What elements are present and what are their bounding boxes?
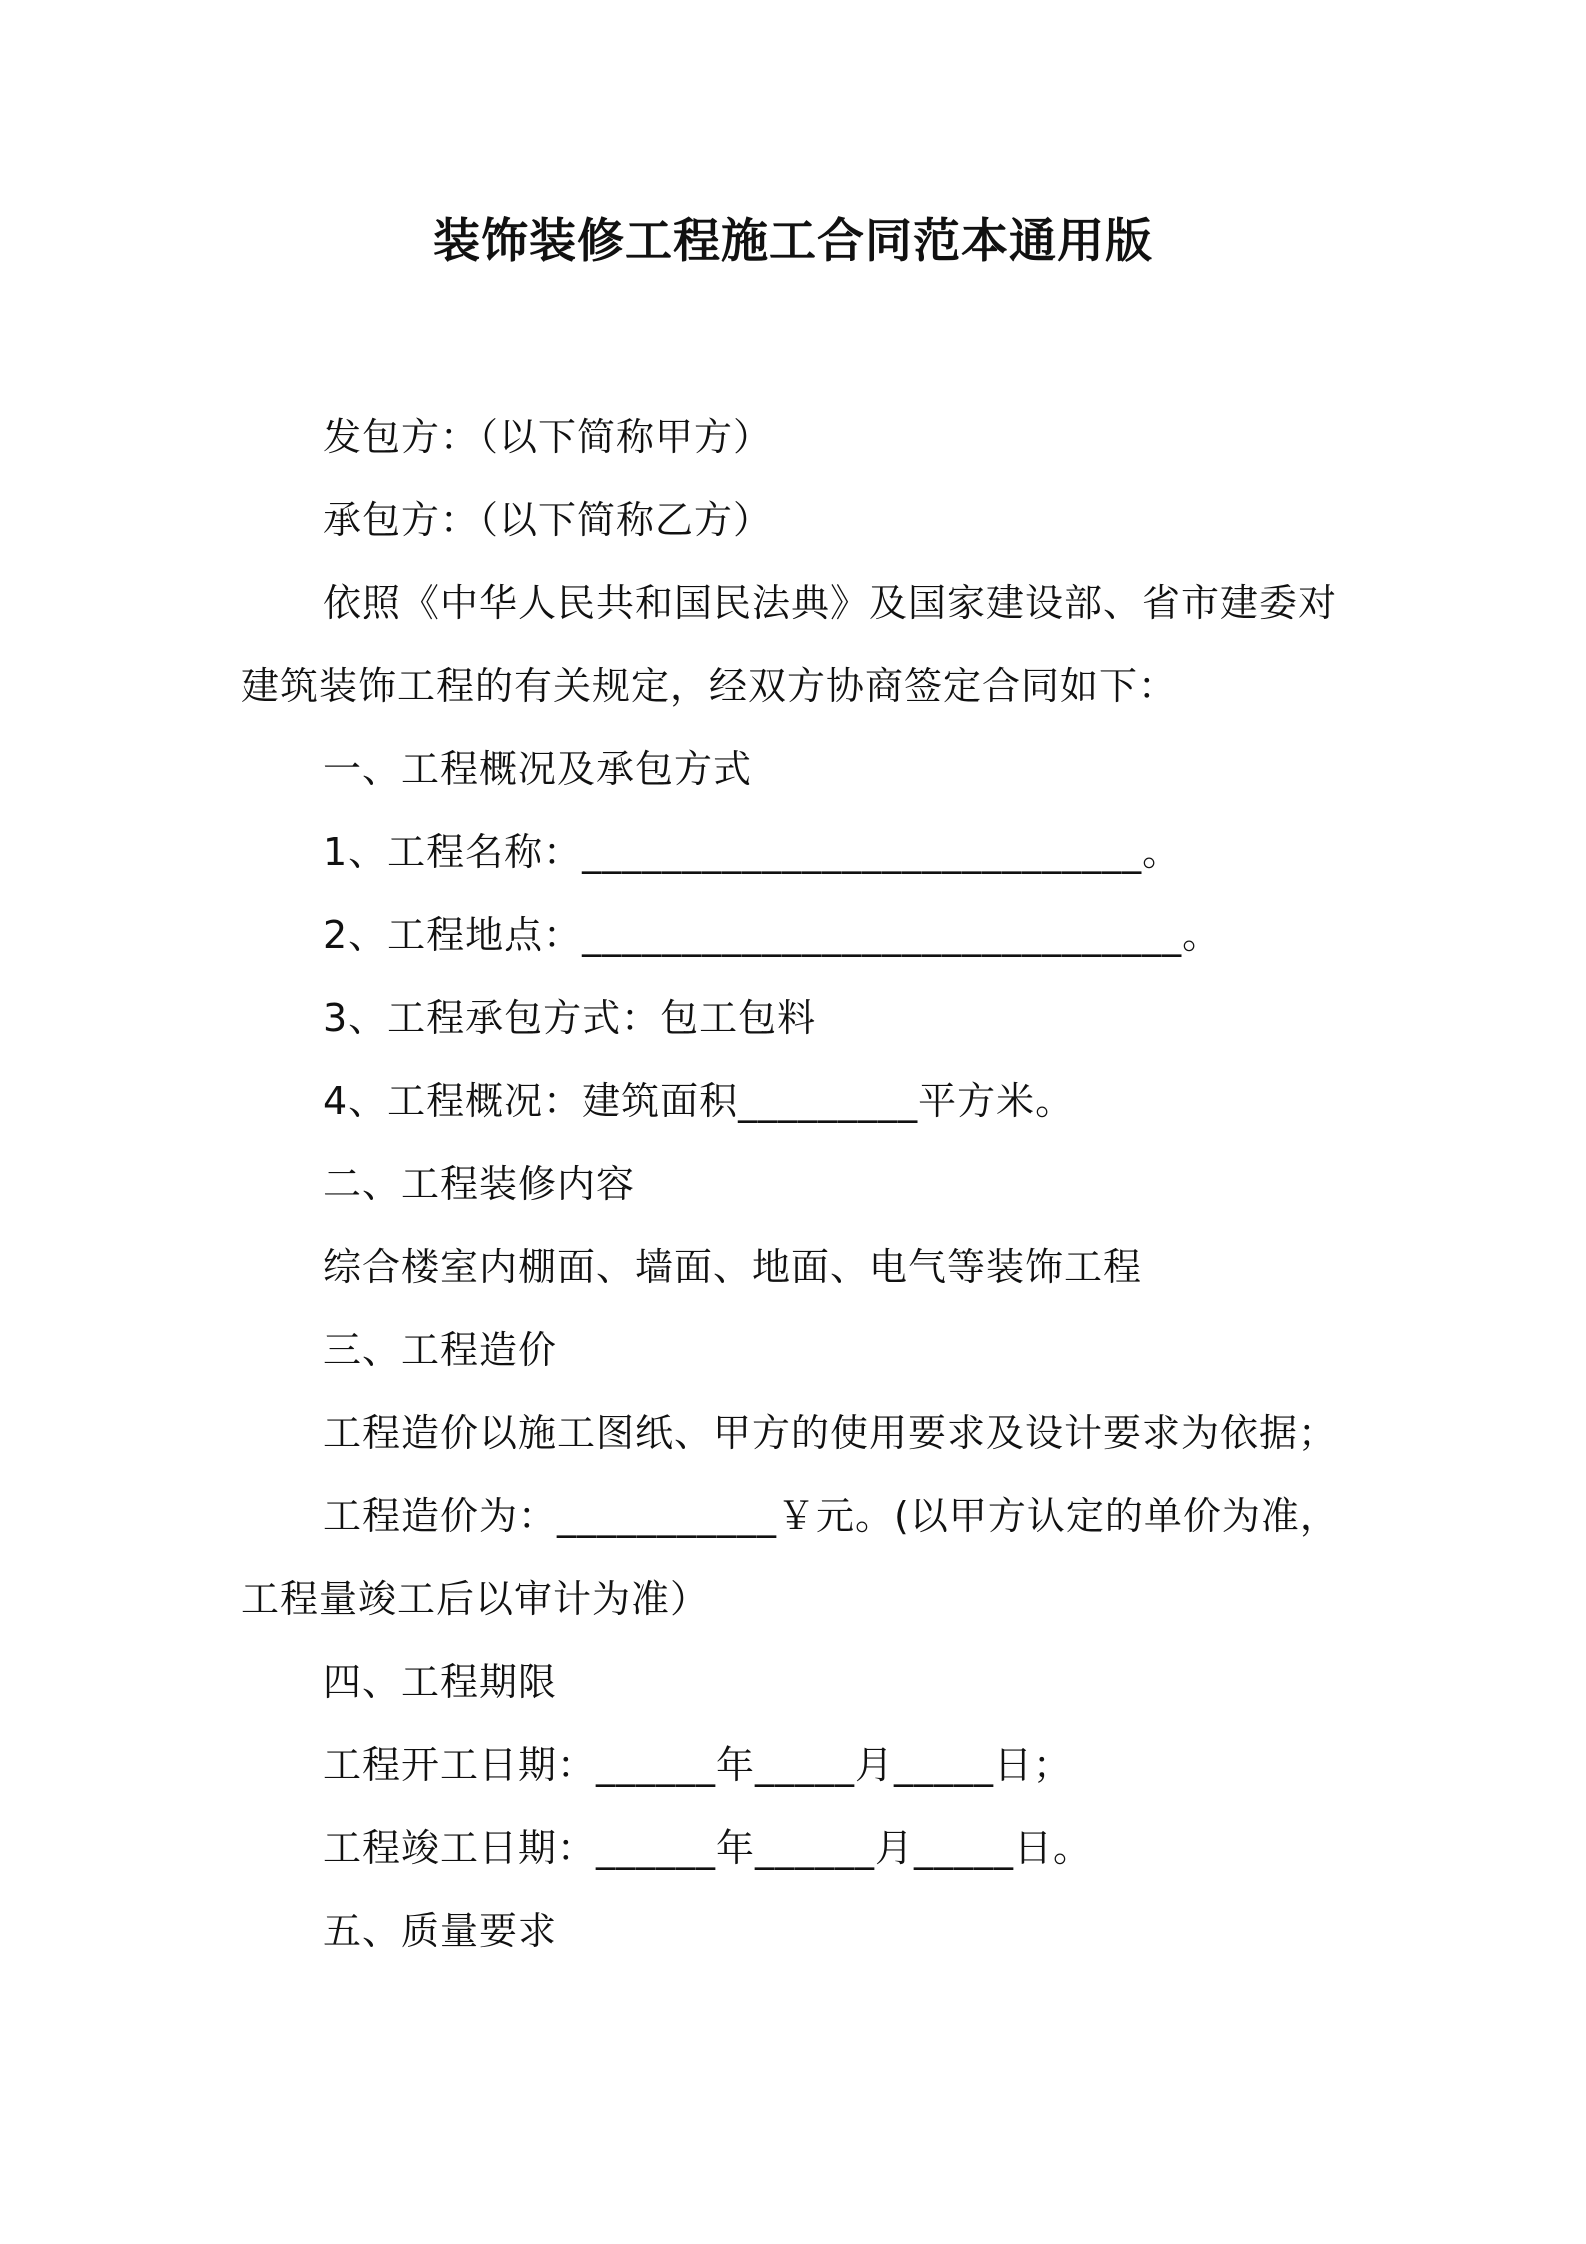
- section-heading-3: 三、工程造价: [323, 1328, 558, 1372]
- project-location-line: 2、工程地点：______________________________。: [323, 913, 1222, 957]
- section-heading-1: 一、工程概况及承包方式: [323, 747, 753, 791]
- cost-amount-line-1: 工程造价为：___________￥元。(以甲方认定的单价为准，: [323, 1494, 1339, 1538]
- preamble-line-2: 建筑装饰工程的有关规定，经双方协商签定合同如下：: [241, 664, 1178, 708]
- project-name-line: 1、工程名称：____________________________。: [323, 830, 1182, 874]
- party-a-line: 发包方：（以下简称甲方）: [323, 415, 773, 459]
- project-overview-line: 4、工程概况：建筑面积_________平方米。: [323, 1079, 1075, 1123]
- start-date-line: 工程开工日期：______年_____月_____日；: [323, 1743, 1073, 1787]
- section-heading-2: 二、工程装修内容: [323, 1162, 636, 1206]
- cost-basis-line: 工程造价以施工图纸、甲方的使用要求及设计要求为依据；: [323, 1411, 1338, 1455]
- document-title: 装饰装修工程施工合同范本通用版: [433, 214, 1153, 269]
- completion-date-line: 工程竣工日期：______年______月_____日。: [323, 1826, 1093, 1870]
- contract-method-line: 3、工程承包方式：包工包料: [323, 996, 817, 1040]
- preamble-line-1: 依照《中华人民共和国民法典》及国家建设部、省市建委对: [323, 581, 1338, 625]
- party-b-line: 承包方：（以下简称乙方）: [323, 498, 773, 542]
- cost-amount-line-2: 工程量竣工后以审计为准）: [241, 1577, 710, 1621]
- section-heading-4: 四、工程期限: [323, 1660, 558, 1704]
- section-heading-5: 五、质量要求: [323, 1909, 558, 1953]
- decoration-content-line: 综合楼室内棚面、墙面、地面、电气等装饰工程: [323, 1245, 1143, 1289]
